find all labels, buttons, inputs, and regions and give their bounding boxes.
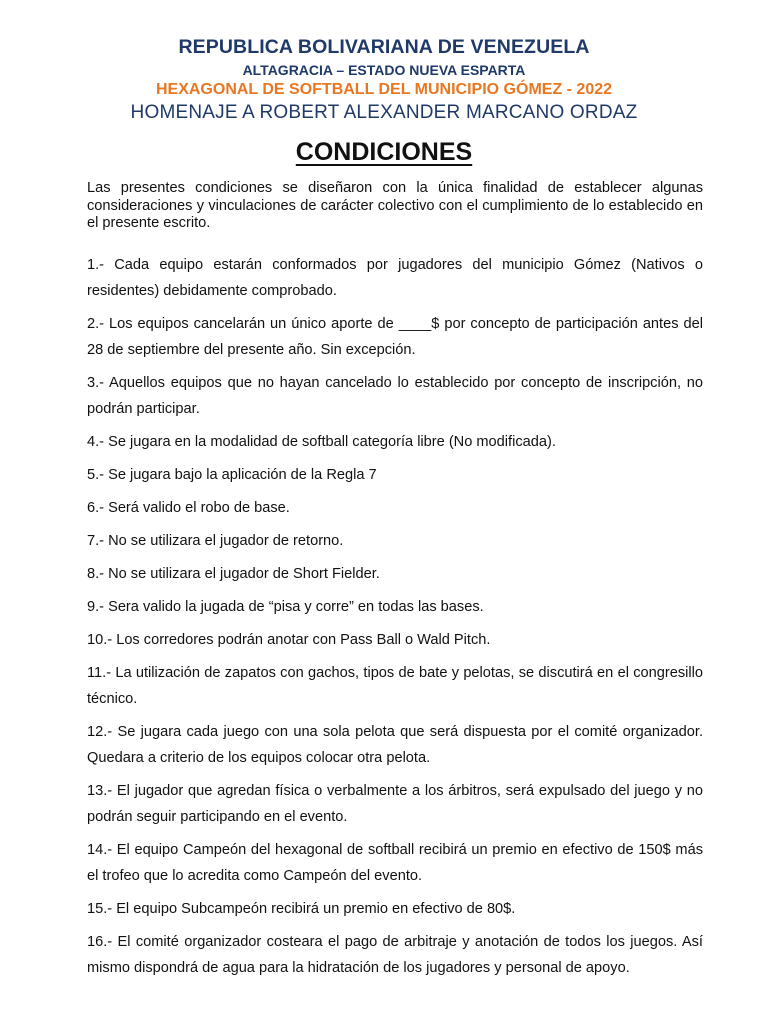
condition-item: 6.- Será valido el robo de base.	[87, 500, 290, 516]
condition-item: 1.- Cada equipo estarán conformados por jugadores del municipio Gómez (Nativos o residentes) debidamente comprobado.	[87, 257, 703, 299]
document-header	[0, 34, 768, 126]
condition-item: 10.- Los corredores podrán anotar con Pass Ball o Wald Pitch.	[87, 632, 491, 648]
condition-item: 7.- No se utilizara el jugador de retorno.	[87, 533, 344, 549]
header-event: HEXAGONAL DE SOFTBALL DEL MUNICIPIO GÓMEZ - 2022	[155, 81, 613, 98]
condition-item: 11.- La utilización de zapatos con gachos, tipos de bate y pelotas, se discutirá en el congresillo técnico.	[87, 665, 703, 707]
intro-paragraph: Las presentes condiciones se diseñaron con la única finalidad de establecer algunas consideraciones y vinculaciones de carácter colectivo con el cumplimiento de lo establecido en el presente escrito.	[87, 180, 703, 231]
condition-item: 16.- El comité organizador costeara el pago de arbitraje y anotación de todos los juegos. Así mismo dispondrá de agua para la hidratación de los jugadores y personal de apoyo.	[87, 934, 703, 976]
header-tribute: HOMENAJE A ROBERT ALEXANDER MARCANO ORDAZ	[130, 102, 638, 123]
condition-item: 12.- Se jugara cada juego con una sola pelota que será dispuesta por el comité organizador. Quedara a criterio de los equipos colocar otra pelota.	[87, 724, 703, 766]
condition-item: 4.- Se jugara en la modalidad de softball categoría libre (No modificada).	[87, 434, 556, 450]
page-title-text: CONDICIONES	[295, 138, 473, 166]
page-title	[0, 135, 768, 169]
condition-item: 3.- Aquellos equipos que no hayan cancelado lo establecido por concepto de inscripción, no podrán participar.	[87, 375, 703, 417]
condition-item: 9.- Sera valido la jugada de “pisa y corre” en todas las bases.	[87, 599, 484, 615]
condition-item: 2.- Los equipos cancelarán un único aporte de ____$ por concepto de participación antes del 28 de septiembre del presente año. Sin excepción.	[87, 316, 703, 358]
conditions-list	[87, 252, 703, 988]
condition-item: 14.- El equipo Campeón del hexagonal de softball recibirá un premio en efectivo de 150$ más el trofeo que lo acredita como Campeón del evento.	[87, 842, 703, 884]
condition-item: 15.- El equipo Subcampeón recibirá un premio en efectivo de 80$.	[87, 901, 516, 917]
header-location: ALTAGRACIA – ESTADO NUEVA ESPARTA	[242, 62, 526, 78]
condition-item: 13.- El jugador que agredan física o verbalmente a los árbitros, será expulsado del juego y no podrán seguir participando en el evento.	[87, 783, 703, 825]
header-country: REPUBLICA BOLIVARIANA DE VENEZUELA	[178, 36, 590, 58]
condition-item: 5.- Se jugara bajo la aplicación de la Regla 7	[87, 467, 377, 483]
condition-item: 8.- No se utilizara el jugador de Short Fielder.	[87, 566, 380, 582]
